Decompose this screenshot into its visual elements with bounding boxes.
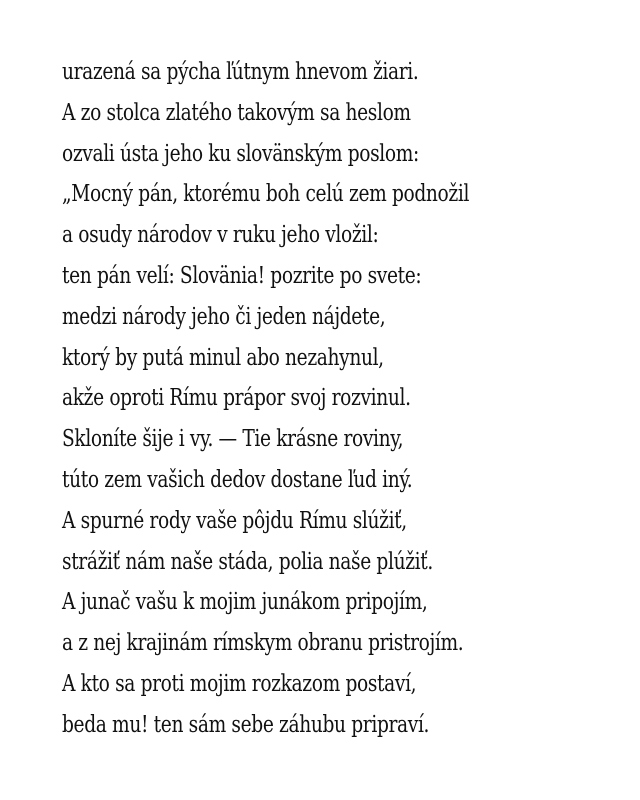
poem-line-17: beda mu! ten sám sebe záhubu pripraví. bbox=[62, 711, 430, 738]
poem-line-8: ktorý by putá minul abo nezahynul, bbox=[62, 344, 384, 371]
poem-line-3: ozvali ústa jeho ku slovänským poslom: bbox=[62, 140, 419, 167]
poem-line-11: túto zem vašich dedov dostane ľud iný. bbox=[62, 466, 413, 493]
poem-line-2: A zo stolca zlatého takovým sa heslom bbox=[62, 99, 411, 126]
poem-line-7: medzi národy jeho či jeden nájdete, bbox=[62, 303, 386, 330]
poem-line-1: urazená sa pýcha ľútnym hnevom žiari. bbox=[62, 59, 419, 85]
poem-line-10: Skloníte šije i vy. — Tie krásne roviny, bbox=[62, 426, 404, 453]
poem-line-13: strážiť nám naše stáda, polia naše plúžiť. bbox=[62, 548, 433, 575]
poem-line-5: a osudy národov v ruku jeho vložil: bbox=[62, 222, 379, 249]
poem-line-6: ten pán velí: Slovänia! pozrite po svete: bbox=[62, 262, 422, 289]
poem-line-4: „Mocný pán, ktorému boh celú zem podnožil bbox=[62, 181, 470, 208]
poem-line-14: A junač vašu k mojim junákom pripojím, bbox=[62, 589, 428, 616]
poem-line-12: A spurné rody vaše pôjdu Rímu slúžiť, bbox=[62, 507, 407, 534]
poem-line-9: akže oproti Rímu prápor svoj rozvinul. bbox=[62, 385, 411, 412]
poem-text bbox=[62, 52, 566, 746]
poem-line-15: a z nej krajinám rímskym obranu pristrojím. bbox=[62, 630, 464, 657]
poem-line-16: A kto sa proti mojim rozkazom postaví, bbox=[62, 670, 417, 697]
